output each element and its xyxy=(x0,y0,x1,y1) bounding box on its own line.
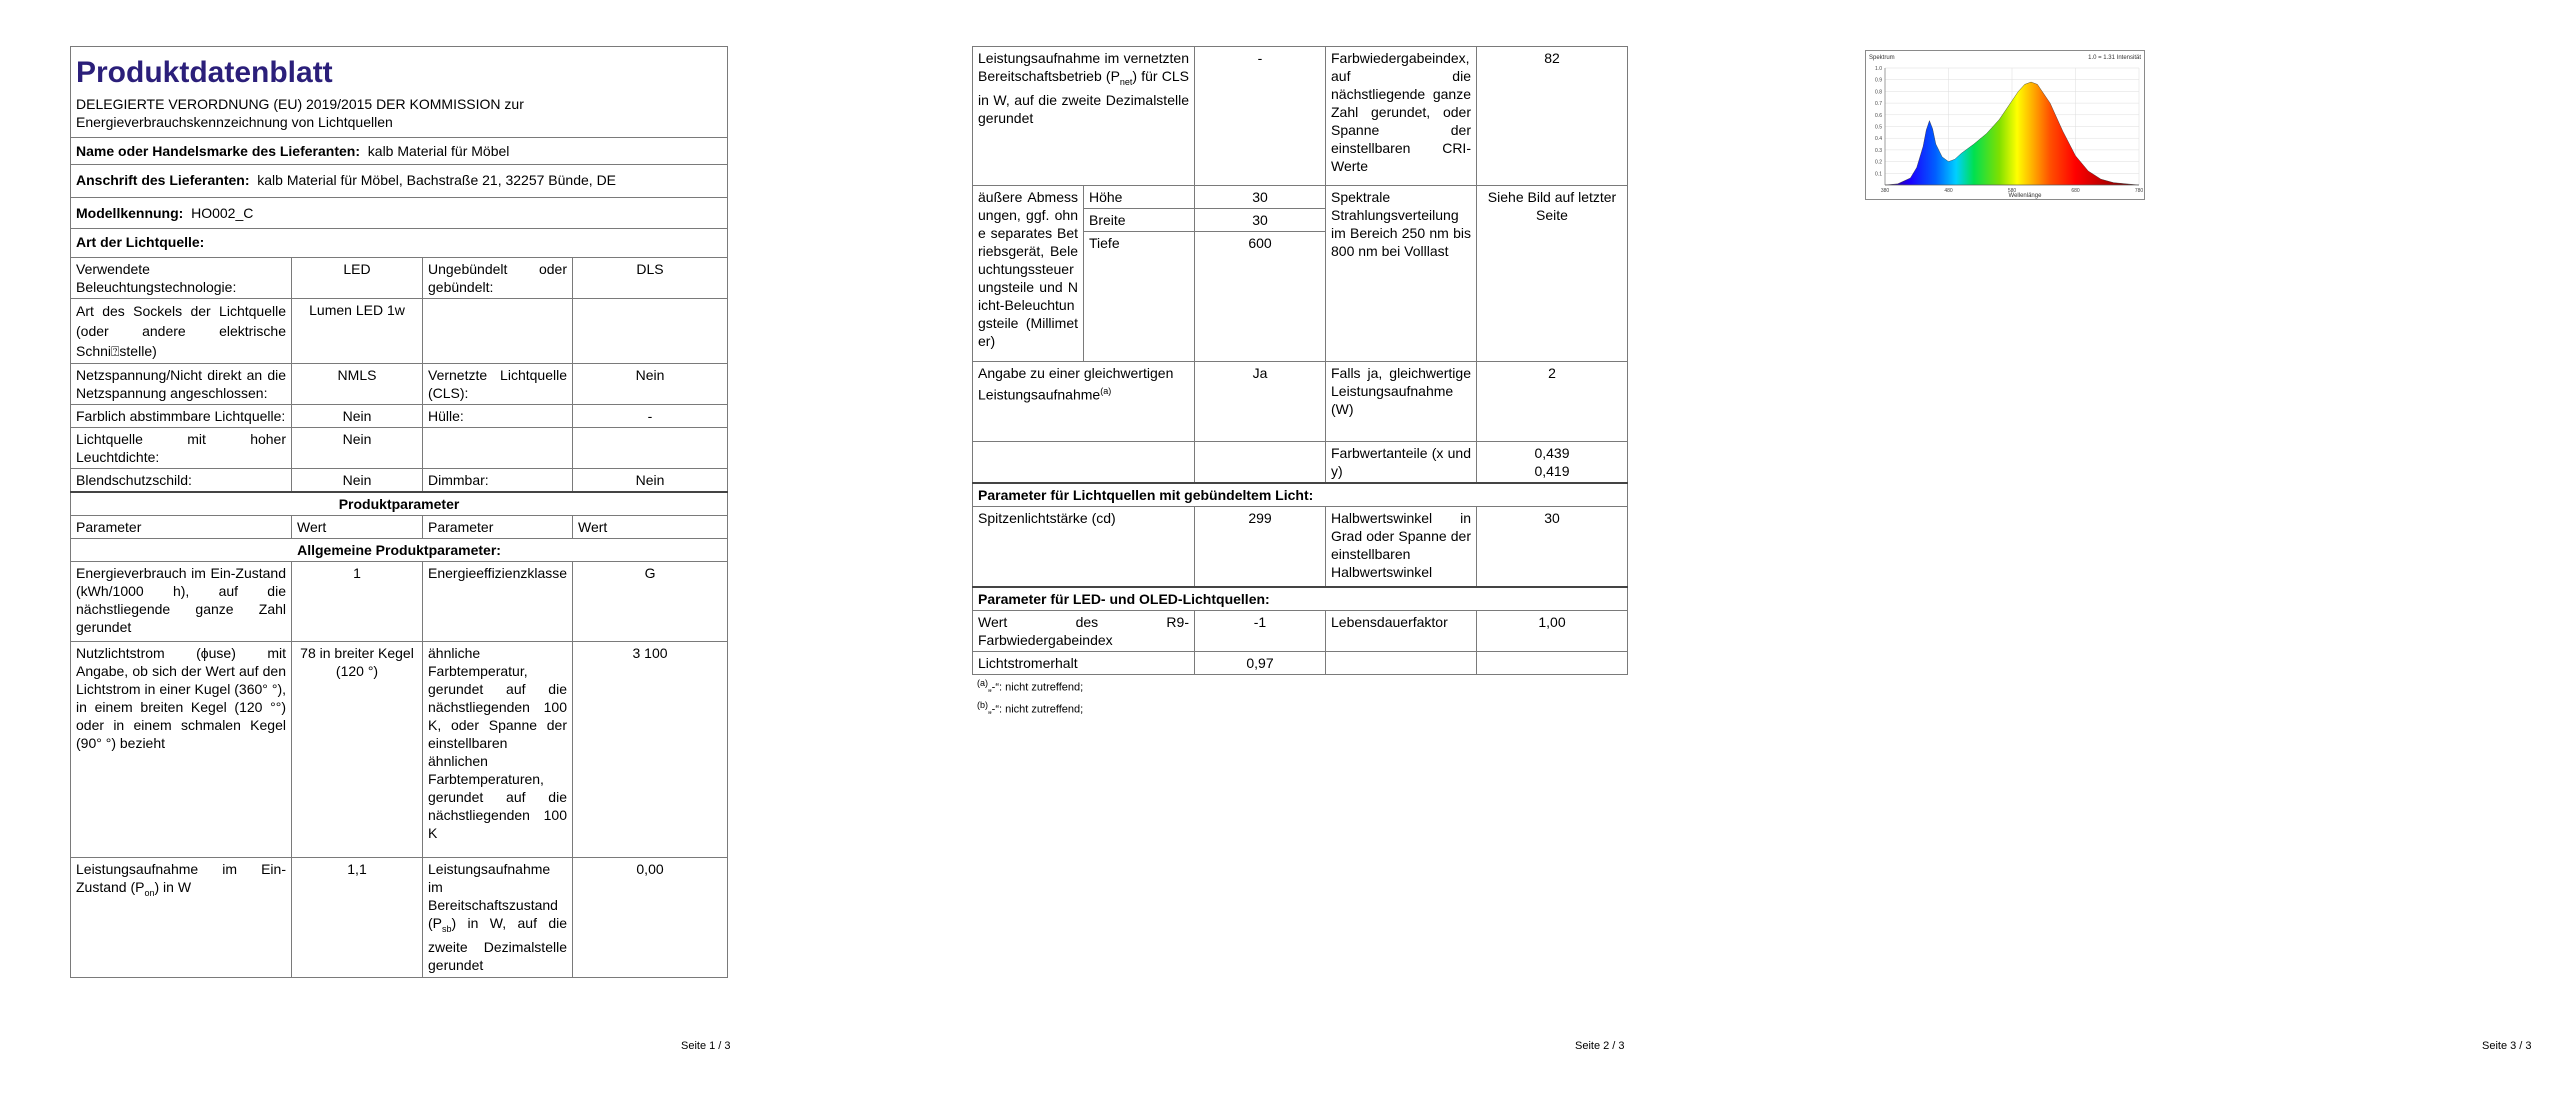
regulation-text: DELEGIERTE VERORDNUNG (EU) 2019/2015 DER KOMMISSION zur Energieverbrauchskennzeichnung von Lichtquellen xyxy=(76,96,524,130)
spectrum-chart xyxy=(1865,50,2145,200)
bundled-label: Ungebündelt oder gebündelt: xyxy=(423,258,573,299)
r9-label: Wert des R9-Farbwiedergabeindex xyxy=(973,610,1195,651)
socket-value: Lumen LED 1w xyxy=(292,299,423,364)
r9-value: -1 xyxy=(1195,610,1326,651)
y-tick-label: 0.9 xyxy=(1875,77,1882,84)
equivalent-power-w-value: 2 xyxy=(1477,362,1628,442)
standby-power-value: 0,00 xyxy=(573,858,728,978)
dim-depth-label: Tiefe xyxy=(1084,232,1195,362)
socket-label: Art des Sockels der Lichtquelle (oder andere elektrische Schni⍰stelle) xyxy=(71,299,292,364)
equivalent-power-w-label: Falls ja, gleichwertige Leistungsaufnahme (W) xyxy=(1326,362,1477,442)
table-row xyxy=(71,469,728,493)
lumen-maintenance-label: Lichtstromerhalt xyxy=(973,651,1195,674)
page-2 xyxy=(853,0,1706,1114)
color-tunable-label: Farblich abstimmbare Lichtquelle: xyxy=(71,405,292,428)
page-number: Seite 3 / 3 xyxy=(2482,1040,2532,1052)
networked-standby-value: - xyxy=(1195,47,1326,186)
table-row xyxy=(973,651,1628,674)
y-tick-label: 0.7 xyxy=(1875,101,1882,108)
table-row xyxy=(973,47,1628,186)
y-tick-label: 1.0 xyxy=(1875,66,1882,72)
model-label: Modellkennung: xyxy=(76,205,184,221)
color-tunable-value: Nein xyxy=(292,405,423,428)
dim-height-label: Höhe xyxy=(1084,186,1195,209)
page-title: Produktdatenblatt xyxy=(76,56,333,89)
table-row xyxy=(973,362,1628,442)
y-tick-label: 0.6 xyxy=(1875,112,1882,119)
chart-legend: 1.0 = 1.31 Intensität xyxy=(2088,55,2141,61)
model-row xyxy=(71,198,728,229)
y-tick-label: 0.4 xyxy=(1875,136,1882,143)
power-on-label: Leistungsaufnahme im Ein-Zustand $(P_{on})$ in W xyxy=(71,858,292,978)
high-luminance-value: Nein xyxy=(292,428,423,469)
x-tick-label: 480 xyxy=(1944,188,1953,194)
luminous-flux-label: Nutzlichtstrom (ϕuse) mit Angabe, ob sich der Wert auf den Lichtstrom in einer Kugel (360° °), in einem breiten Kegel (120 °°) oder in einem schmalen Kegel (90° °) bezieht xyxy=(71,642,292,858)
beam-angle-value: 30 xyxy=(1477,507,1628,587)
table-row xyxy=(973,507,1628,587)
supplier-name-row xyxy=(71,138,728,165)
page-number: Seite 1 / 3 xyxy=(681,1040,731,1052)
energy-class-value: G xyxy=(573,562,728,642)
energy-consumption-label: Energieverbrauch im Ein-Zustand (kWh/1000 h), auf die nächstliegende ganze Zahl gerundet xyxy=(71,562,292,642)
page-3 xyxy=(1706,0,2560,1114)
table-row xyxy=(973,186,1628,209)
model-value: HO002_C xyxy=(191,205,254,221)
envelope-value: - xyxy=(573,405,728,428)
table-row xyxy=(71,428,728,469)
supplier-address-value: kalb Material für Möbel, Bachstraße 21, 32257 Bünde, DE xyxy=(257,172,617,188)
tech-label: Verwendete Beleuchtungstechnologie: xyxy=(71,258,292,299)
cls-label: Vernetzte Lichtquelle (CLS): xyxy=(423,364,573,405)
x-tick-label: 580 xyxy=(2007,188,2017,194)
equivalent-power-flag: Ja xyxy=(1195,362,1326,442)
power-on-value: 1,1 xyxy=(292,858,423,978)
high-luminance-label: Lichtquelle mit hoher Leuchtdichte: xyxy=(71,428,292,469)
energy-class-label: Energieeffizienzklasse xyxy=(423,562,573,642)
chromaticity-label: Farbwertanteile (x und y) xyxy=(1326,442,1477,484)
general-params-heading: Allgemeine Produktparameter: xyxy=(71,539,728,562)
table-row xyxy=(71,258,728,299)
y-tick-label: 0.2 xyxy=(1875,159,1882,166)
table-row xyxy=(973,610,1628,651)
table-row xyxy=(71,858,728,978)
table-row xyxy=(71,562,728,642)
x-tick-label: 380 xyxy=(1880,188,1890,194)
datasheet-table-page1 xyxy=(70,46,728,978)
mains-label: Netzspannung/Nicht direkt an die Netzspannung angeschlossen: xyxy=(71,364,292,405)
energy-consumption-value: 1 xyxy=(292,562,423,642)
equivalent-power-label: Angabe zu einer gleichwertigen Leistungsaufnahme$^{(a)}$ xyxy=(973,362,1195,442)
y-tick-label: 0.8 xyxy=(1875,89,1882,96)
table-row xyxy=(71,405,728,428)
luminous-flux-value: 78 in breiter Kegel (120 °) xyxy=(292,642,423,858)
page-number: Seite 2 / 3 xyxy=(1575,1040,1625,1052)
directional-params-heading: Parameter für Lichtquellen mit gebündeltem Licht: xyxy=(973,483,1628,507)
datasheet-table-page2 xyxy=(972,46,1628,675)
standby-power-label: Leistungsaufnahme im Bereitschaftszustand $(P_{sb})$ in W, auf die zweite Dezimalstelle gerundet xyxy=(423,858,573,978)
table-row xyxy=(71,364,728,405)
led-params-heading: Parameter für LED- und OLED-Lichtquellen: xyxy=(973,587,1628,611)
cri-value: 82 xyxy=(1477,47,1628,186)
footnote-b: $^{(b)}$„-“: nicht zutreffend; xyxy=(977,700,1084,716)
x-tick-label: 680 xyxy=(2071,188,2080,194)
survival-factor-label: Lebensdauerfaktor xyxy=(1326,610,1477,651)
dim-depth-value: 600 xyxy=(1195,232,1326,362)
header-parameter-2: Parameter xyxy=(423,516,573,539)
cct-label: ähnliche Farbtemperatur, gerundet auf die nächstliegenden 100 K, oder Spanne der einstellbaren ähnlichen Farbtemperaturen, gerundet auf die nächstliegenden 100 K xyxy=(423,642,573,858)
cls-value: Nein xyxy=(573,364,728,405)
table-header-row xyxy=(71,516,728,539)
y-tick-label: 0.1 xyxy=(1875,171,1882,178)
chromaticity-value xyxy=(1477,442,1628,484)
supplier-name-label: Name oder Handelsmarke des Lieferanten: xyxy=(76,143,360,159)
dimensions-label: äußere Abmessungen, ggf. ohne separates Betriebsgerät, Beleuchtungssteuerungsteile und Nicht-Beleuchtungsteile (Millimeter) xyxy=(973,186,1084,362)
spectral-value: Siehe Bild auf letzter Seite xyxy=(1477,186,1628,362)
table-row xyxy=(71,299,728,364)
tech-value: LED xyxy=(292,258,423,299)
cct-value: 3 100 xyxy=(573,642,728,858)
bundled-value: DLS xyxy=(573,258,728,299)
spectral-label: Spektrale Strahlungsverteilung im Bereich 250 nm bis 800 nm bei Volllast xyxy=(1326,186,1477,362)
chromaticity-x: 0,439 xyxy=(1534,445,1570,461)
header-value-2: Wert xyxy=(573,516,728,539)
dimmable-value: Nein xyxy=(573,469,728,493)
x-axis-label: Wellenlänge xyxy=(2008,193,2042,199)
table-row xyxy=(973,442,1628,484)
networked-standby-label: Leistungsaufnahme im vernetzten Bereitschaftsbetrieb $(P_{net})$ für CLS in W, auf die zweite Dezimalstelle gerundet xyxy=(973,47,1195,186)
beam-angle-label: Halbwertswinkel in Grad oder Spanne der einstellbaren Halbwertswinkel xyxy=(1326,507,1477,587)
envelope-label: Hülle: xyxy=(423,405,573,428)
page-1 xyxy=(0,0,853,1114)
chromaticity-y: 0,419 xyxy=(1534,463,1570,479)
dimmable-label: Dimmbar: xyxy=(423,469,573,493)
peak-intensity-value: 299 xyxy=(1195,507,1326,587)
supplier-address-label: Anschrift des Lieferanten: xyxy=(76,172,250,188)
mains-value: NMLS xyxy=(292,364,423,405)
dim-height-value: 30 xyxy=(1195,186,1326,209)
dim-width-label: Breite xyxy=(1084,209,1195,232)
peak-intensity-label: Spitzenlichtstärke (cd) xyxy=(973,507,1195,587)
chart-title: Spektrum xyxy=(1869,55,1895,61)
glare-value: Nein xyxy=(292,469,423,493)
glare-label: Blendschutzschild: xyxy=(71,469,292,493)
product-params-heading: Produktparameter xyxy=(71,492,728,516)
header-value-1: Wert xyxy=(292,516,423,539)
supplier-address-row xyxy=(71,165,728,198)
supplier-name-value: kalb Material für Möbel xyxy=(367,143,510,159)
light-source-type-heading: Art der Lichtquelle: xyxy=(71,229,728,258)
lumen-maintenance-value: 0,97 xyxy=(1195,651,1326,674)
cri-label: Farbwiedergabeindex, auf die nächstliegende ganze Zahl gerundet, oder Spanne der einstellbaren CRI-Werte xyxy=(1326,47,1477,186)
y-tick-label: 0.3 xyxy=(1875,147,1882,154)
y-tick-label: 0.5 xyxy=(1875,124,1882,131)
x-tick-label: 780 xyxy=(2134,188,2144,194)
footnote-a: $^{(a)}$„-“: nicht zutreffend; xyxy=(977,678,1084,694)
survival-factor-value: 1,00 xyxy=(1477,610,1628,651)
table-row xyxy=(71,642,728,858)
header-parameter-1: Parameter xyxy=(71,516,292,539)
dim-width-value: 30 xyxy=(1195,209,1326,232)
